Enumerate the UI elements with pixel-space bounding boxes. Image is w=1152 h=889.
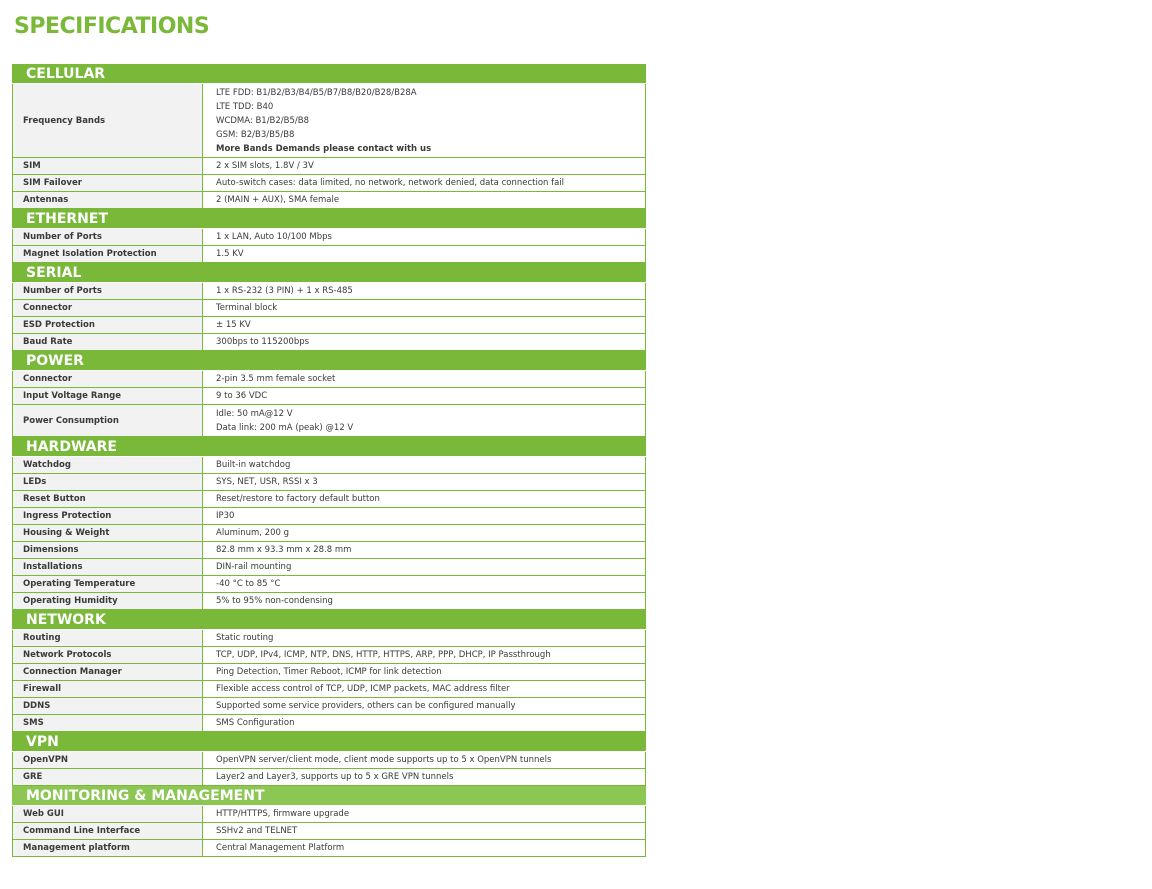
spec-row xyxy=(12,405,646,437)
spec-label: Installations xyxy=(13,559,203,575)
spec-label: DDNS xyxy=(13,698,203,714)
spec-value xyxy=(203,542,645,558)
spec-value-line: 1.5 KV xyxy=(216,249,244,259)
spec-row xyxy=(12,823,646,840)
spec-row xyxy=(12,542,646,559)
spec-label: Number of Ports xyxy=(13,283,203,299)
spec-row xyxy=(12,388,646,405)
spec-value xyxy=(203,371,645,387)
spec-value-line: GSM: B2/B3/B5/B8 xyxy=(216,129,295,140)
spec-row xyxy=(12,192,646,209)
spec-value-line: Auto-switch cases: data limited, no network, network denied, data connection fail xyxy=(216,178,565,188)
spec-value-line: Ping Detection, Timer Reboot, ICMP for link detection xyxy=(216,667,442,677)
spec-value xyxy=(203,681,645,697)
spec-value xyxy=(203,246,645,262)
spec-label: Dimensions xyxy=(13,542,203,558)
spec-value-line: Supported some service providers, others can be configured manually xyxy=(216,701,516,711)
spec-value-line: More Bands Demands please contact with us xyxy=(216,143,432,154)
spec-label: ESD Protection xyxy=(13,317,203,333)
spec-value xyxy=(203,576,645,592)
spec-value-line: Central Management Platform xyxy=(216,843,345,853)
spec-label: Magnet Isolation Protection xyxy=(13,246,203,262)
spec-label: Input Voltage Range xyxy=(13,388,203,404)
spec-row xyxy=(12,158,646,175)
spec-row xyxy=(12,576,646,593)
spec-row xyxy=(12,698,646,715)
spec-value xyxy=(203,769,645,785)
spec-value xyxy=(203,283,645,299)
spec-value-line: DIN-rail mounting xyxy=(216,562,292,572)
spec-value xyxy=(203,630,645,646)
spec-value-line: 2 x SIM slots, 1.8V / 3V xyxy=(216,161,314,171)
spec-value xyxy=(203,405,645,436)
spec-row xyxy=(12,457,646,474)
spec-label: Command Line Interface xyxy=(13,823,203,839)
spec-row xyxy=(12,84,646,158)
spec-value xyxy=(203,752,645,768)
spec-value-line: 1 x LAN, Auto 10/100 Mbps xyxy=(216,232,332,242)
spec-value xyxy=(203,840,645,856)
spec-label: Management platform xyxy=(13,840,203,856)
spec-row xyxy=(12,630,646,647)
spec-value xyxy=(203,334,645,350)
spec-row xyxy=(12,681,646,698)
spec-label: Antennas xyxy=(13,192,203,208)
spec-value-line: SMS Configuration xyxy=(216,718,295,728)
spec-value-line: Data link: 200 mA (peak) @12 V xyxy=(216,422,354,433)
spec-row xyxy=(12,371,646,388)
spec-label: Connector xyxy=(13,300,203,316)
spec-row xyxy=(12,334,646,351)
spec-value xyxy=(203,664,645,680)
spec-row xyxy=(12,806,646,823)
spec-value-line: Aluminum, 200 g xyxy=(216,528,289,538)
section-header: HARDWARE xyxy=(12,437,646,457)
spec-value-line: SYS, NET, USR, RSSI x 3 xyxy=(216,477,318,487)
spec-value-line: Flexible access control of TCP, UDP, ICMP packets, MAC address filter xyxy=(216,684,510,694)
spec-value-line: 2 (MAIN + AUX), SMA female xyxy=(216,195,340,205)
spec-label: Reset Button xyxy=(13,491,203,507)
spec-label: OpenVPN xyxy=(13,752,203,768)
spec-label: LEDs xyxy=(13,474,203,490)
spec-row xyxy=(12,769,646,786)
section-header: NETWORK xyxy=(12,610,646,630)
spec-row xyxy=(12,246,646,263)
spec-value-line: Terminal block xyxy=(216,303,278,313)
spec-value xyxy=(203,84,645,157)
spec-label: Watchdog xyxy=(13,457,203,473)
spec-label: Housing & Weight xyxy=(13,525,203,541)
spec-row xyxy=(12,283,646,300)
spec-value xyxy=(203,647,645,663)
spec-label: Operating Humidity xyxy=(13,593,203,609)
spec-value xyxy=(203,192,645,208)
section-header: CELLULAR xyxy=(12,64,646,84)
spec-value xyxy=(203,806,645,822)
spec-row xyxy=(12,664,646,681)
spec-value-line: Reset/restore to factory default button xyxy=(216,494,380,504)
spec-value-line: LTE TDD: B40 xyxy=(216,101,274,112)
spec-value xyxy=(203,300,645,316)
spec-row xyxy=(12,300,646,317)
section-header: VPN xyxy=(12,732,646,752)
spec-value xyxy=(203,715,645,731)
spec-value xyxy=(203,388,645,404)
spec-row xyxy=(12,491,646,508)
spec-value-line: 5% to 95% non-condensing xyxy=(216,596,333,606)
spec-label: Network Protocols xyxy=(13,647,203,663)
spec-row xyxy=(12,474,646,491)
spec-label: Routing xyxy=(13,630,203,646)
spec-row xyxy=(12,508,646,525)
spec-label: SIM xyxy=(13,158,203,174)
page-title: SPECIFICATIONS xyxy=(14,14,210,39)
spec-label: Baud Rate xyxy=(13,334,203,350)
spec-value-line: 9 to 36 VDC xyxy=(216,391,268,401)
spec-value-line: Layer2 and Layer3, supports up to 5 x GRE VPN tunnels xyxy=(216,772,454,782)
section-header: MONITORING & MANAGEMENT xyxy=(12,786,646,806)
spec-row xyxy=(12,840,646,857)
spec-value xyxy=(203,175,645,191)
spec-row xyxy=(12,317,646,334)
spec-value-line: Static routing xyxy=(216,633,274,643)
spec-row xyxy=(12,593,646,610)
spec-value-line: 2-pin 3.5 mm female socket xyxy=(216,374,336,384)
spec-value xyxy=(203,593,645,609)
spec-row xyxy=(12,175,646,192)
spec-value-line: Idle: 50 mA@12 V xyxy=(216,408,293,419)
spec-label: Operating Temperature xyxy=(13,576,203,592)
spec-value xyxy=(203,457,645,473)
spec-label: SIM Failover xyxy=(13,175,203,191)
spec-value-line: 82.8 mm x 93.3 mm x 28.8 mm xyxy=(216,545,352,555)
spec-row xyxy=(12,647,646,664)
spec-label: Ingress Protection xyxy=(13,508,203,524)
section-header: SERIAL xyxy=(12,263,646,283)
spec-row xyxy=(12,229,646,246)
spec-label: Web GUI xyxy=(13,806,203,822)
spec-value-line: IP30 xyxy=(216,511,235,521)
spec-row xyxy=(12,525,646,542)
spec-label: Number of Ports xyxy=(13,229,203,245)
spec-value xyxy=(203,823,645,839)
spec-row xyxy=(12,752,646,769)
spec-value-line: SSHv2 and TELNET xyxy=(216,826,298,836)
spec-value xyxy=(203,491,645,507)
spec-value-line: ± 15 KV xyxy=(216,320,251,330)
spec-value xyxy=(203,698,645,714)
spec-value xyxy=(203,317,645,333)
spec-value xyxy=(203,229,645,245)
spec-value-line: TCP, UDP, IPv4, ICMP, NTP, DNS, HTTP, HTTPS, ARP, PPP, DHCP, IP Passthrough xyxy=(216,650,551,660)
spec-value xyxy=(203,508,645,524)
spec-label: Connector xyxy=(13,371,203,387)
spec-value-line: HTTP/HTTPS, firmware upgrade xyxy=(216,809,350,819)
spec-row xyxy=(12,715,646,732)
spec-label: Firewall xyxy=(13,681,203,697)
spec-label: Power Consumption xyxy=(13,405,203,436)
spec-value xyxy=(203,559,645,575)
spec-value-line: WCDMA: B1/B2/B5/B8 xyxy=(216,115,309,126)
specifications-table xyxy=(12,64,646,857)
spec-label: Connection Manager xyxy=(13,664,203,680)
spec-label: Frequency Bands xyxy=(13,84,203,157)
spec-value-line: -40 °C to 85 °C xyxy=(216,579,281,589)
spec-label: SMS xyxy=(13,715,203,731)
spec-value-line: LTE FDD: B1/B2/B3/B4/B5/B7/B8/B20/B28/B28A xyxy=(216,87,417,98)
spec-row xyxy=(12,559,646,576)
spec-value-line: 1 x RS-232 (3 PIN) + 1 x RS-485 xyxy=(216,286,353,296)
section-header: POWER xyxy=(12,351,646,371)
spec-value-line: OpenVPN server/client mode, client mode supports up to 5 x OpenVPN tunnels xyxy=(216,755,552,765)
spec-value xyxy=(203,474,645,490)
section-header: ETHERNET xyxy=(12,209,646,229)
spec-label: GRE xyxy=(13,769,203,785)
spec-value-line: Built-in watchdog xyxy=(216,460,291,470)
spec-value xyxy=(203,525,645,541)
spec-value-line: 300bps to 115200bps xyxy=(216,337,310,347)
spec-value xyxy=(203,158,645,174)
